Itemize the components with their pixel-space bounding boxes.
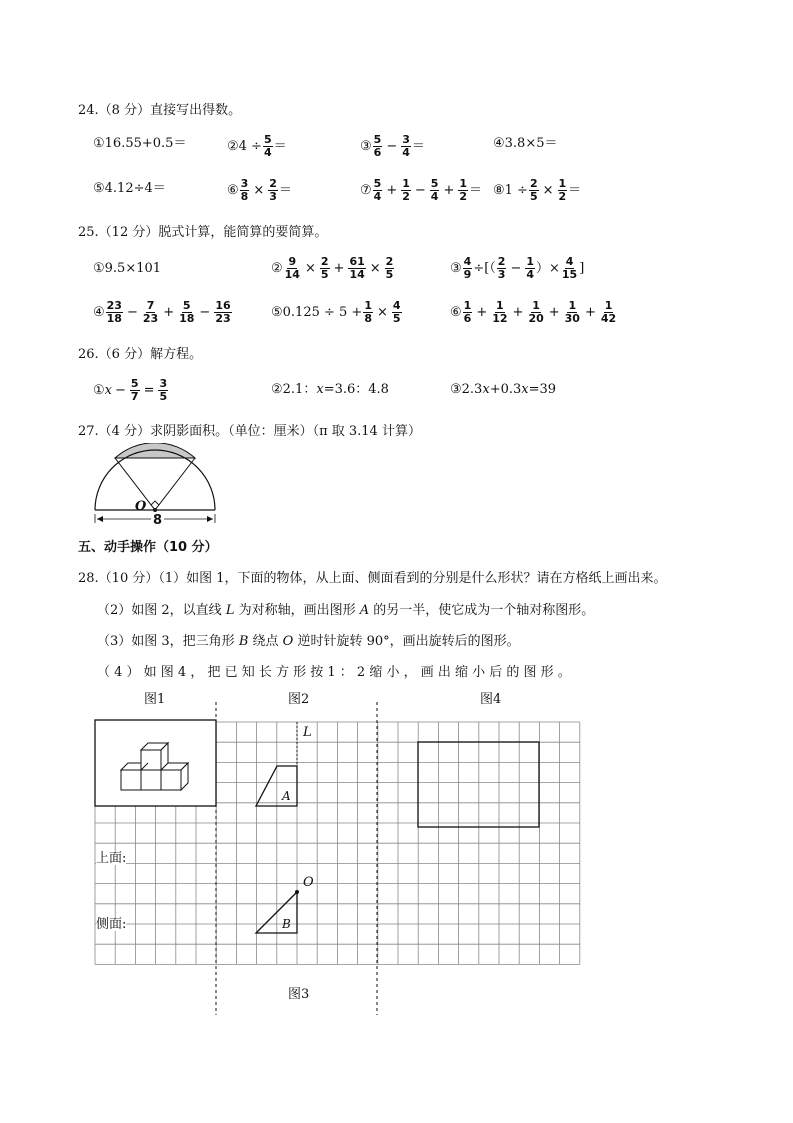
q27-label-o: O bbox=[135, 499, 147, 514]
label-l: L bbox=[303, 725, 312, 740]
q24-item-1: ①16.55+0.5＝ bbox=[93, 136, 187, 151]
q25-item-2: ② $\frac{9}{14}$ × $\frac{2}{5}$ + $\frac{61}{14}$ × $\frac{2}{5}$ bbox=[271, 255, 394, 281]
q26-item-3: ③2.3 x +0.3 x =39 bbox=[450, 382, 557, 397]
fig2-caption: 图2 bbox=[288, 692, 310, 707]
q24-item-2: ②4 ÷ $\frac{5}{4}$ ＝ bbox=[227, 133, 287, 159]
q27-title: 27.（4 分）求阴影面积。（单位：厘米）（π 取 3.14 计算） bbox=[78, 424, 421, 439]
q24-item-6: ⑥ $\frac{3}{8}$ × $\frac{2}{3}$ ＝ bbox=[227, 177, 292, 203]
q24-title: 24.（8 分）直接写出得数。 bbox=[78, 103, 242, 118]
point-o bbox=[295, 890, 299, 894]
q28-line3: （3）如图 3，把三角形 B 绕点 O 逆时针旋转 90°，画出旋转后的图形。 bbox=[97, 634, 520, 649]
side-view-label: 侧面: bbox=[96, 917, 127, 932]
right-angle-mark bbox=[151, 501, 159, 505]
q26-item-1: ① x − $\frac{5}{7}$ = $\frac{3}{5}$ bbox=[93, 377, 168, 403]
q28-line2: （2）如图 2，以直线 L 为对称轴，画出图形 A 的另一半，使它成为一个轴对称图形。 bbox=[97, 603, 595, 618]
center-point bbox=[153, 508, 157, 512]
q24-item-4: ④3.8×5＝ bbox=[493, 136, 558, 151]
q25-title: 25.（12 分）脱式计算，能简算的要简算。 bbox=[78, 225, 328, 240]
q24-item-3: ③ 5 6 − $\frac{3}{4}$ ＝ bbox=[360, 133, 425, 159]
fig4-caption: 图4 bbox=[480, 692, 502, 707]
q25-item-1: ①9.5×101 bbox=[93, 261, 162, 276]
q28-line4: （ 4 ） 如 图 4 ， 把 已 知 长 方 形 按 1 ： 2 缩 小 ， 画 出 缩 小 后 的 图 形 。 bbox=[97, 665, 571, 680]
fig3-caption: 图3 bbox=[288, 987, 310, 1002]
q25-item-4: ④ 23 18 − $\frac{7}{23}$ + $\frac{5}{18}$ − $\frac{16}{23}$ bbox=[93, 299, 231, 325]
q25-item-5: ⑤0.125 ÷ 5 + $\frac{1}{8}$ × $\frac{4}{5}$ bbox=[271, 299, 401, 325]
q24-item-7: ⑦ 5 4 + $\frac{1}{2}$ − $\frac{5}{4}$ + $\frac{1}{2}$ ＝ bbox=[360, 177, 483, 203]
q27-label-length: 8 bbox=[153, 513, 163, 528]
section5-title: 五、动手操作（10 分） bbox=[78, 540, 218, 555]
q24-item-5: ⑤4.12÷4＝ bbox=[93, 181, 166, 196]
label-a: A bbox=[282, 789, 291, 803]
q28-line1: 28.（10 分）（1）如图 1，下面的物体，从上面、侧面看到的分别是什么形状？请在方格纸上画出来。 bbox=[78, 571, 667, 586]
q25-item-6: ⑥ 1 6 + $\frac{1}{12}$ + $\frac{1}{20}$ + $\frac{1}{30}$ + $\frac{1}{42}$ bbox=[450, 299, 617, 325]
radius-right bbox=[155, 458, 195, 510]
q25-item-3: ③ $\frac{4}{9}$ ÷[（ 2 3 − $\frac{1}{4}$ ）× $\frac{4}{15}$ ] bbox=[450, 255, 585, 281]
top-view-label: 上面: bbox=[96, 851, 127, 866]
q26-item-2: ②2.1： x =3.6：4.8 bbox=[271, 382, 389, 397]
q24-item-8: ⑧1 ÷ $\frac{2}{5}$ × $\frac{1}{2}$ ＝ bbox=[493, 177, 582, 203]
label-o: O bbox=[303, 875, 314, 890]
label-b: B bbox=[282, 917, 291, 931]
q28-grid-figure bbox=[90, 700, 590, 1020]
fig1-caption: 图1 bbox=[144, 692, 166, 707]
q26-title: 26.（6 分）解方程。 bbox=[78, 347, 203, 362]
